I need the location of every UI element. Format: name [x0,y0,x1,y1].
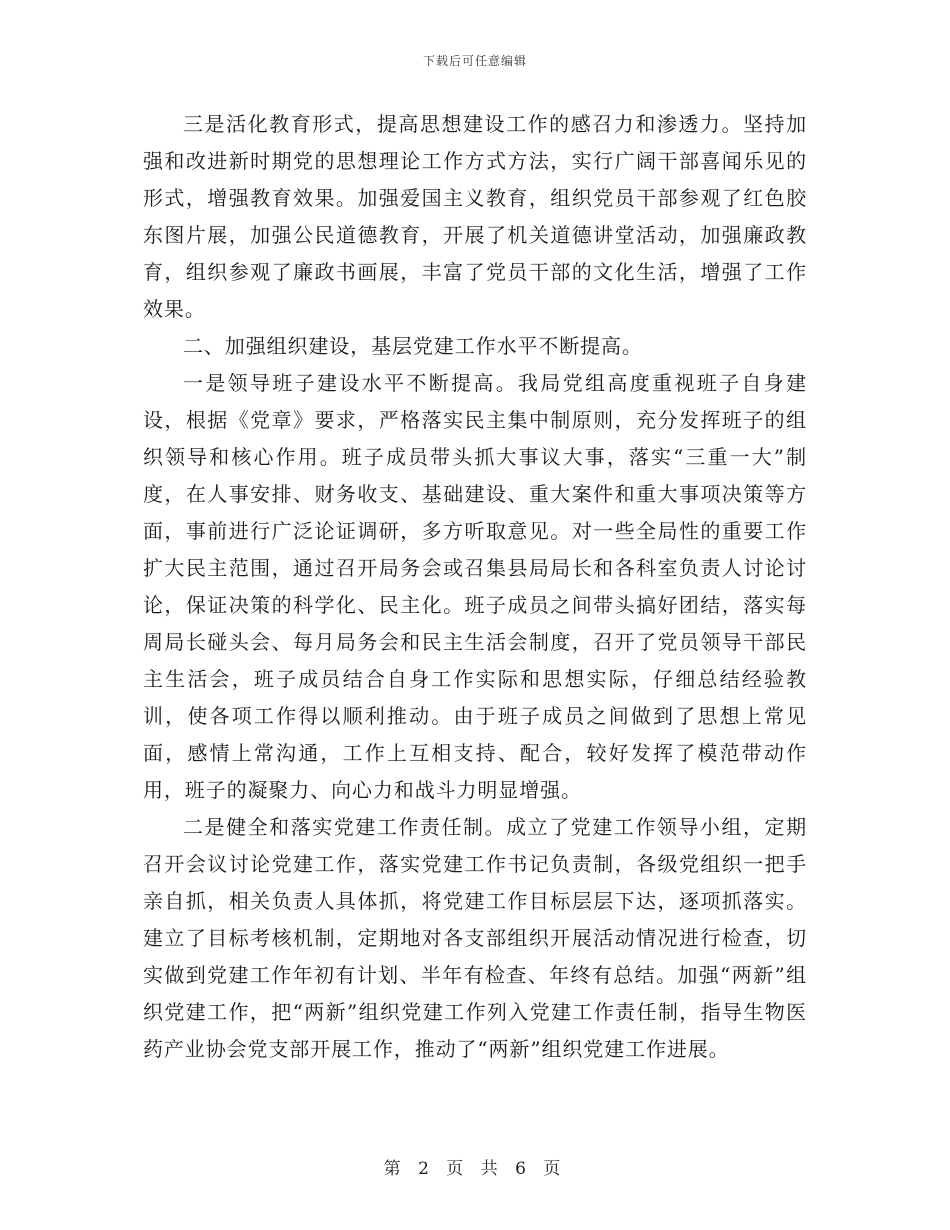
paragraph-leadership-building: 一是领导班子建设水平不断提高。我局党组高度重视班子自身建设，根据《党章》要求，严格落实民主集中制原则，充分发挥班子的组织领导和核心作用。班子成员带头抓大事议大事，落实“三重一大”制度，在人事安排、财务收支、基础建设、重大案件和重大事项决策等方面，事前进行广泛论证调研，多方听取意见。对一些全局性的重要工作扩大民主范围，通过召开局务会或召集县局局长和各科室负责人讨论讨论，保证决策的科学化、民主化。班子成员之间带头搞好团结，落实每周局长碰头会、每月局务会和民主生活会制度，召开了党员领导干部民主生活会，班子成员结合自身工作实际和思想实际，仔细总结经验教训，使各项工作得以顺利推动。由于班子成员之间做到了思想上常见面，感情上常沟通，工作上互相支持、配合，较好发挥了模范带动作用，班子的凝聚力、向心力和战斗力明显增强。 [143,371,807,802]
document-body [143,106,807,1068]
page-number-footer: 第 2 页 共 6 页 [383,1159,567,1179]
paragraph-responsibility-system: 二是健全和落实党建工作责任制。成立了党建工作领导小组，定期召开会议讨论党建工作，落实党建工作书记负责制，各级党组织一把手亲自抓，相关负责人具体抓，将党建工作目标层层下达，逐项抓落实。建立了目标考核机制，定期地对各支部组织开展活动情况进行检查，切实做到党建工作年初有计划、半年有检查、年终有总结。加强“两新”组织党建工作，把“两新”组织党建工作列入党建工作责任制，指导生物医药产业协会党支部开展工作，推动了“两新”组织党建工作进展。 [143,815,807,1061]
section-heading-organization: 二、加强组织建设，基层党建工作水平不断提高。 [183,334,643,358]
paragraph-education-forms: 三是活化教育形式，提高思想建设工作的感召力和渗透力。坚持加强和改进新时期党的思想理论工作方式方法，实行广阔干部喜闻乐见的形式，增强教育效果。加强爱国主义教育，组织党员干部参观了红色胶东图片展，加强公民道德教育，开展了机关道德讲堂活动，加强廉政教育，组织参观了廉政书画展，丰富了党员干部的文化生活，增强了工作效果。 [143,112,807,321]
page-header: 下载后可任意编辑 [422,54,527,68]
